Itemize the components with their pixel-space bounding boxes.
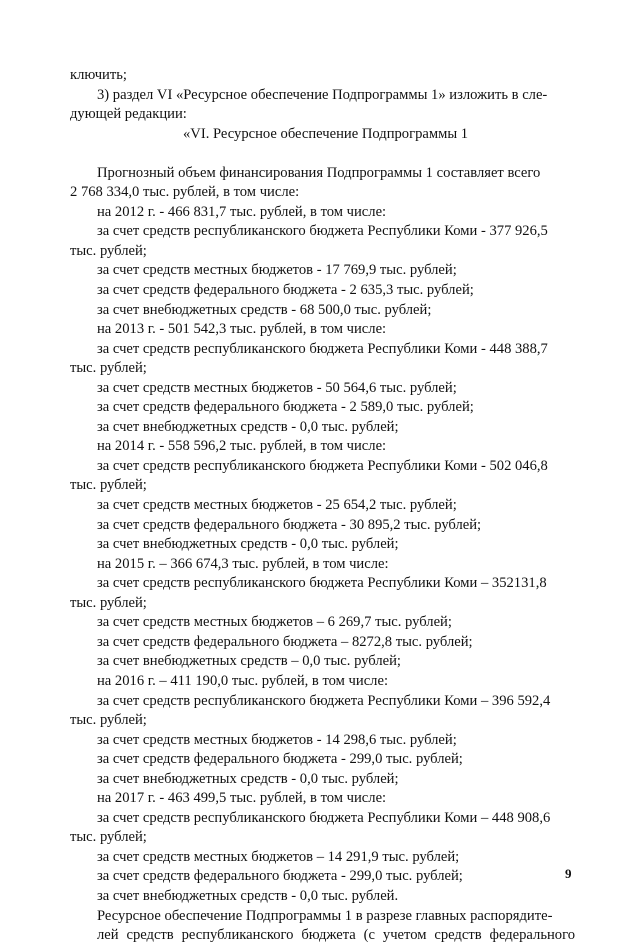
text-line: Ресурсное обеспечение Подпрограммы 1 в разрезе главных распорядите-	[97, 907, 553, 924]
text-line: за счет внебюджетных средств - 0,0 тыс. рублей;	[97, 536, 399, 553]
text-line: тыс. рублей;	[70, 360, 147, 377]
section-heading: «VI. Ресурсное обеспечение Подпрограммы 1	[183, 125, 469, 142]
text-line: за счет средств федерального бюджета - 299,0 тыс. рублей;	[97, 751, 463, 768]
text-line: за счет средств федерального бюджета - 2 635,3 тыс. рублей;	[97, 282, 474, 299]
text-line: за счет средств федерального бюджета - 2 589,0 тыс. рублей;	[97, 399, 474, 416]
text-line: тыс. рублей;	[70, 242, 147, 259]
page-number: 9	[565, 866, 572, 881]
text-line: за счет средств республиканского бюджета Республики Коми - 377 926,5	[97, 223, 548, 240]
text-line: за счет средств местных бюджетов - 17 769,9 тыс. рублей;	[97, 262, 457, 279]
text-line: ключить;	[70, 67, 127, 83]
text-line: на 2017 г. - 463 499,5 тыс. рублей, в том числе:	[97, 790, 387, 807]
text-line: за счет средств местных бюджетов – 14 291,9 тыс. рублей;	[97, 848, 460, 865]
text-line: тыс. рублей;	[70, 477, 147, 494]
blank-line	[70, 144, 575, 164]
text-line: 3) раздел VI «Ресурсное обеспечение Подпрограммы 1» изложить в сле-	[97, 86, 548, 103]
text-line: лей средств республиканского бюджета (с учетом средств федерального	[97, 927, 575, 944]
document-body	[70, 66, 575, 946]
text-line: на 2016 г. – 411 190,0 тыс. рублей, в том числе:	[97, 672, 388, 689]
text-line: на 2014 г. - 558 596,2 тыс. рублей, в том числе:	[97, 438, 387, 455]
text-line: за счет средств федерального бюджета - 299,0 тыс. рублей;	[97, 868, 463, 885]
text-line: за счет внебюджетных средств - 68 500,0 тыс. рублей;	[97, 301, 432, 318]
text-line: за счет средств местных бюджетов - 14 298,6 тыс. рублей;	[97, 731, 457, 748]
text-line: за счет средств республиканского бюджета Республики Коми - 502 046,8	[97, 457, 548, 474]
text-line: дующей редакции:	[70, 106, 187, 123]
text-line: за счет внебюджетных средств - 0,0 тыс. рублей;	[97, 418, 399, 435]
text-line: за счет средств местных бюджетов - 50 564,6 тыс. рублей;	[97, 379, 457, 396]
text-line: за счет средств местных бюджетов – 6 269,7 тыс. рублей;	[97, 614, 452, 631]
text-line: тыс. рублей;	[70, 594, 147, 611]
text-line: на 2015 г. – 366 674,3 тыс. рублей, в том числе:	[97, 555, 389, 572]
text-line: за счет внебюджетных средств – 0,0 тыс. рублей;	[97, 653, 401, 670]
text-line: тыс. рублей;	[70, 712, 147, 729]
text-line: за счет средств федерального бюджета - 30 895,2 тыс. рублей;	[97, 516, 482, 533]
text-line: тыс. рублей;	[70, 829, 147, 846]
text-line: за счет средств республиканского бюджета Республики Коми – 448 908,6	[97, 809, 551, 826]
text-line: за счет средств федерального бюджета – 8272,8 тыс. рублей;	[97, 633, 473, 650]
text-line: за счет средств местных бюджетов - 25 654,2 тыс. рублей;	[97, 497, 457, 514]
text-line: за счет средств республиканского бюджета Республики Коми – 352131,8	[97, 575, 547, 592]
text-line: за счет средств республиканского бюджета Республики Коми - 448 388,7	[97, 340, 548, 357]
text-line: 2 768 334,0 тыс. рублей, в том числе:	[70, 184, 300, 201]
text-line: на 2013 г. - 501 542,3 тыс. рублей, в том числе:	[97, 321, 387, 338]
text-line: за счет средств республиканского бюджета Республики Коми – 396 592,4	[97, 692, 551, 709]
text-line: за счет внебюджетных средств - 0,0 тыс. рублей;	[97, 770, 399, 787]
text-line: за счет внебюджетных средств - 0,0 тыс. рублей.	[97, 887, 399, 904]
text-line: на 2012 г. - 466 831,7 тыс. рублей, в том числе:	[97, 203, 387, 220]
text-line: Прогнозный объем финансирования Подпрограммы 1 составляет всего	[97, 164, 541, 181]
